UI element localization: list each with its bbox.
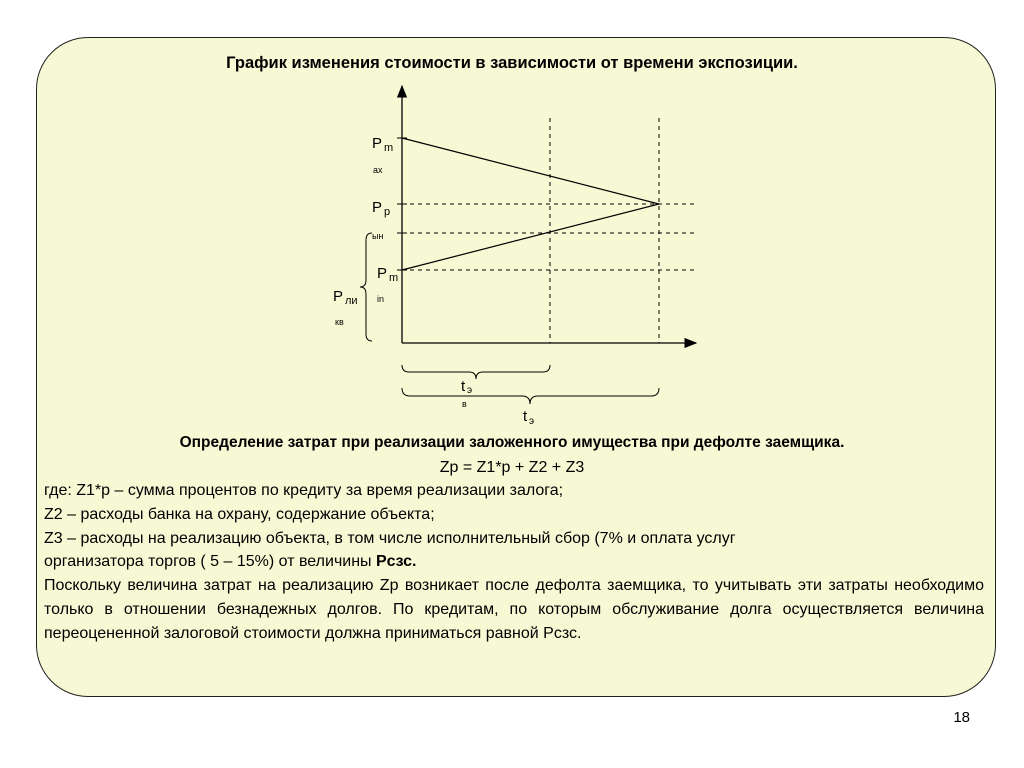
tev-sub2: в: [462, 399, 467, 409]
slide-title: График изменения стоимости в зависимости от времени экспозиции.: [226, 54, 798, 72]
tev-sub1: э: [467, 385, 473, 396]
pmin-label: Р: [377, 265, 388, 282]
te-brace: [402, 385, 659, 404]
prin-label: Р: [372, 199, 383, 216]
text-line-1: где: Z1*р – сумма процентов по кредиту за время реализации залога;: [44, 482, 564, 499]
text-line-4-bold: Рсзс.: [376, 553, 417, 570]
pmin-sub2: in: [377, 294, 385, 304]
pliq-brace: [360, 233, 372, 341]
prin-sub1: р: [384, 206, 391, 218]
te-label: t: [523, 408, 528, 425]
section-heading: Определение затрат при реализации заложенного имущества при дефолте заемщика.: [179, 434, 845, 451]
page-number: 18: [953, 709, 970, 726]
text-line-2: Z2 – расходы банка на охрану, содержание объекта;: [44, 506, 435, 523]
te-sub1: э: [529, 416, 535, 427]
pmax-sub1: m: [384, 142, 394, 154]
pliq-sub1: ли: [345, 295, 358, 307]
prin-sub2: ын: [372, 231, 384, 241]
declining-price-line: [402, 138, 659, 204]
pmax-label: Р: [372, 135, 383, 152]
pmin-sub1: m: [389, 272, 399, 284]
tev-label: t: [461, 378, 466, 395]
text-line-4: [44, 550, 416, 574]
pmax-sub2: ax: [373, 165, 383, 175]
rising-price-line: [402, 204, 659, 270]
text-line-4-plain: организатора торгов ( 5 – 15%) от величины: [44, 553, 376, 570]
tev-brace: [402, 365, 550, 379]
explanation-paragraph: Поскольку величина затрат на реализацию Zр возникает после дефолта заемщика, то учитывать эти затраты необходимо только в отношении безнадежных долгов. По кредитам, по которым обслуживание долга осуществляется величина переоцененной залоговой стоимости должна приниматься равной Рсзс.: [44, 577, 984, 642]
pliq-label: Р: [333, 288, 344, 305]
text-line-3: Z3 – расходы на реализацию объекта, в том числе исполнительный сбор (7% и оплата услуг: [44, 530, 736, 547]
pliq-sub2: кв: [335, 317, 344, 327]
formula: Zр = Z1*р + Z2 + Z3: [439, 459, 585, 476]
